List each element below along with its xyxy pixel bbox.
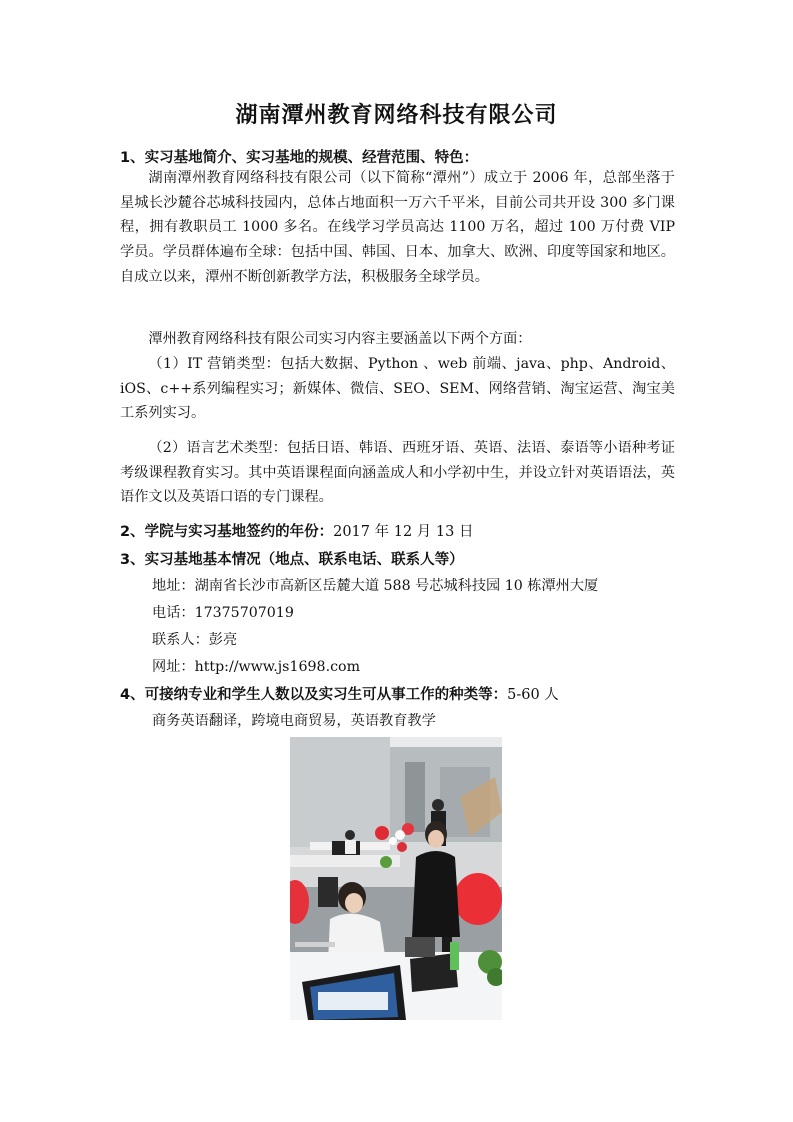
signing-date: 2017 年 12 月 13 日 (333, 524, 474, 540)
office-photo (290, 737, 502, 1020)
section1-heading: 1、实习基地简介、实习基地的规模、经营范围、特色： (120, 150, 479, 166)
document-title: 湖南潭州教育网络科技有限公司 (235, 103, 558, 128)
contact-line: 联系人：彭亮 (152, 632, 238, 648)
phone-line: 电话：17375707019 (152, 605, 294, 621)
website-line: 网址：http://www.js1698.com (152, 659, 361, 675)
address-line: 地址：湖南省长沙市高新区岳麓大道 588 号芯城科技园 10 栋潭州大厦 (152, 578, 599, 594)
section1-language-paragraph: （2）语言艺术类型：包括日语、韩语、西班牙语、英语、法语、泰语等小语种考证考级课程教育实习。其中英语课程面向涵盖成人和小学初中生，并设立针对英语语法，英语作文以及英语口语的专门课程。 (120, 440, 675, 506)
section2-heading-label: 2、学院与实习基地签约的年份： (120, 524, 334, 540)
section1-scope-paragraph: 潭州教育网络科技有限公司实习内容主要涵盖以下两个方面： (148, 331, 532, 347)
section1-it-paragraph: （1）IT 营销类型：包括大数据、Python 、web 前端、java、php、Android、iOS、c++系列编程实习；新媒体、微信、SEO、SEM、网络营销、淘宝运营、淘宝美工系列实习。 (120, 356, 675, 422)
section4-heading-label: 4、可接纳专业和学生人数以及实习生可从事工作的种类等： (120, 687, 508, 703)
section3-heading: 3、实习基地基本情况（地点、联系电话、联系人等） (120, 552, 464, 568)
student-count: 5-60 人 (507, 687, 559, 703)
section2-heading (120, 520, 473, 541)
section4-heading (120, 683, 559, 704)
section1-intro-paragraph: 湖南潭州教育网络科技有限公司（以下简称“潭州”）成立于 2006 年，总部坐落于星城长沙麓谷芯城科技园内，总体占地面积一万六千平米，目前公司共开设 300 多门课程，拥有教职员工 1000 多名。在线学习学员高达 1100 万名，超过 100 万付费 VIP 学员。学员群体遍布全球：包括中国、韩国、日本、加拿大、欧洲、印度等国家和地区。自成立以来，潭州不断创新教学方法，积极服务全球学员。 (120, 170, 675, 285)
job-types-line: 商务英语翻译，跨境电商贸易，英语教育教学 (152, 713, 436, 729)
